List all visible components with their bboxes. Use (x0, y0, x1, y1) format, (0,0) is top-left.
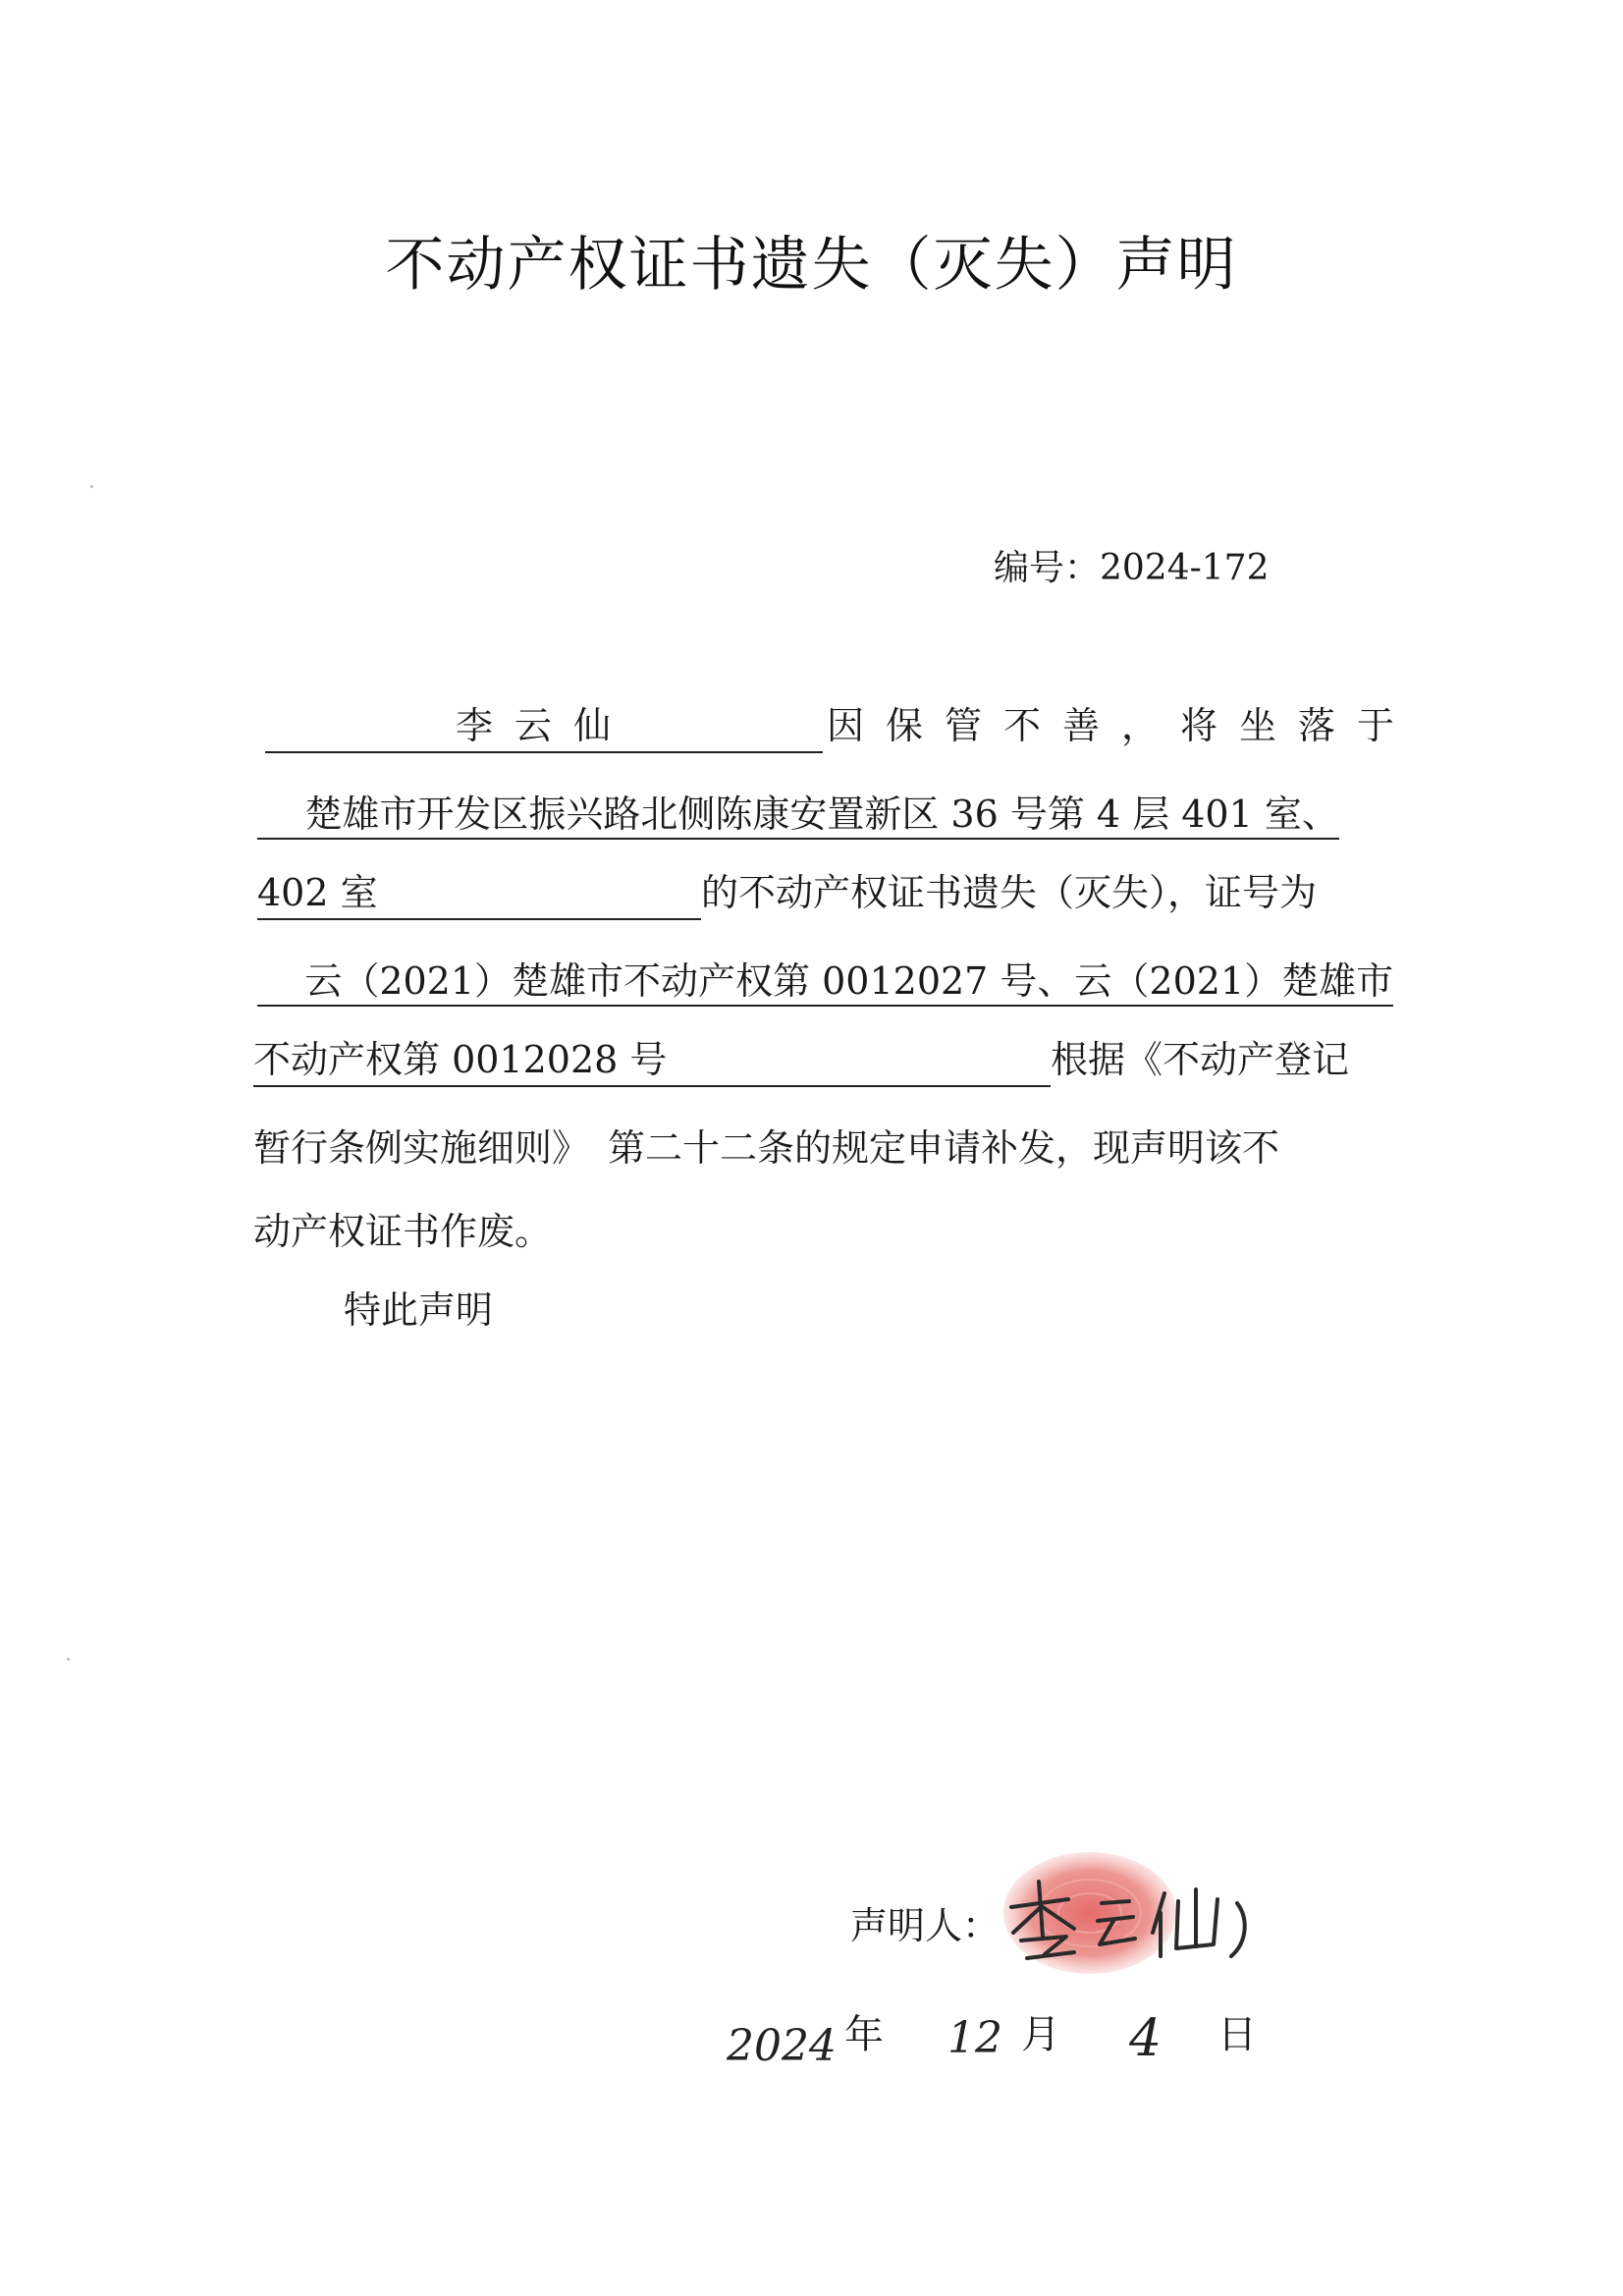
date-month-suffix: 月 (1021, 2012, 1060, 2057)
date-day: 4 (1129, 2009, 1163, 2068)
body-line-4 (257, 957, 1393, 1005)
signature-area (992, 1846, 1276, 1994)
body-line-5 (253, 1036, 1349, 1087)
body-line-1 (265, 702, 1416, 753)
body-line-7: 动产权证书作废。 (253, 1210, 553, 1253)
address-line-2 (257, 869, 701, 920)
body-line-3 (257, 869, 1317, 920)
document-title: 不动产权证书遗失（灭失）声明 (385, 231, 1238, 300)
certificate-line-1 (257, 959, 1393, 1007)
body-text-1: 因保管不善，将坐落于 (827, 704, 1417, 747)
declarant-label: 声明人： (850, 1904, 1001, 1947)
declarant-name-field (265, 702, 823, 753)
fingerprint-and-signature (992, 1846, 1276, 1994)
date-year: 2024 (727, 2021, 837, 2071)
body-line-2 (257, 791, 1339, 838)
date-month: 12 (947, 2013, 1002, 2063)
body-text-3: 根据《不动产登记 (1051, 1038, 1350, 1081)
body-line-6: 暂行条例实施细则》 第二十二条的规定申请补发，现声明该不 (253, 1126, 1280, 1170)
date-day-suffix: 日 (1217, 2012, 1257, 2057)
scan-speck (67, 1658, 70, 1661)
body-text-2: 的不动产权证书遗失（灭失），证号为 (701, 871, 1318, 914)
address-text-1: 楚雄市开发区振兴路北侧陈康安置新区 36 号第 4 层 401 室、 (304, 793, 1339, 836)
address-line-1 (257, 793, 1339, 840)
date-year-suffix: 年 (844, 2012, 884, 2057)
declarant-name: 李云仙 (455, 704, 632, 747)
address-text-2: 402 室 (257, 871, 378, 914)
certificate-text-1: 云（2021）楚雄市不动产权第 0012027 号、云（2021）楚雄市 (304, 959, 1394, 1003)
serial-number: 编号：2024-172 (994, 548, 1270, 588)
closing-statement: 特此声明 (344, 1288, 494, 1332)
fingerprint-icon (1003, 1852, 1176, 1974)
certificate-line-2 (253, 1036, 1051, 1087)
certificate-text-2: 不动产权第 0012028 号 (253, 1038, 668, 1081)
scan-speck (90, 485, 93, 488)
date-line (727, 2003, 1276, 2092)
